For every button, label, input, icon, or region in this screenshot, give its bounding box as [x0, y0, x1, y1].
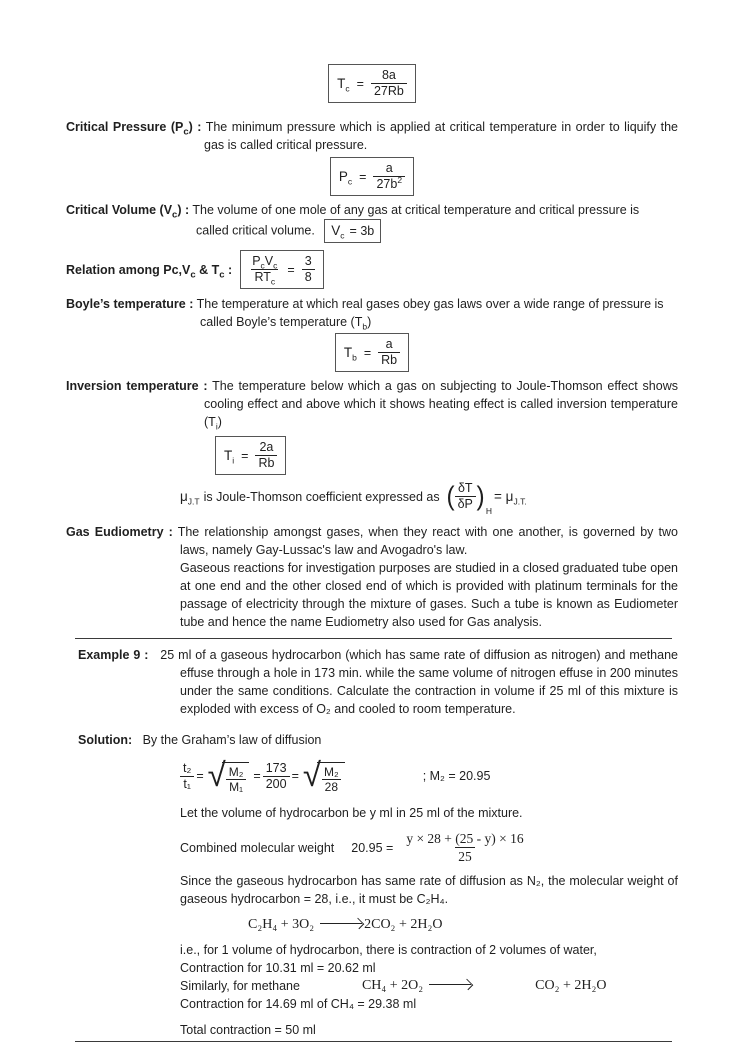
example-9-block [66, 646, 678, 718]
equation-lhs: C₂H₄ + 3O₂ [248, 917, 315, 932]
dt-dp-fraction: $\frac{\delta T}{\delta P}$ [455, 481, 476, 512]
mu-jt-equals: = $\mu_{J.T.}$ [494, 488, 527, 507]
section-divider-top [75, 638, 672, 639]
gas-eudiometry-para2: Gaseous reactions for investigation purposes are studied in a closed graduated tube open at one end and the other closed end of which is provided with platinum terminals for the passage of electricity through the mixture of gases. Such a tube is known as Eudiometer tube and hence the name Eudiometry also used for Gas analysis. [180, 561, 678, 629]
equation-rhs: 2CO₂ + 2H₂O [364, 917, 443, 932]
inversion-temperature-definition [66, 377, 678, 431]
contraction-explanation-line: i.e., for 1 volume of hydrocarbon, there is contraction of 2 volumes of water, [180, 943, 597, 957]
methane-equation-row [66, 977, 678, 995]
ti-fraction: $\frac{2a}{Rb}$ [255, 440, 277, 471]
critical-pressure-text: The minimum pressure which is applied at critical temperature in order to liquify the gas is called critical pressure. [204, 120, 678, 152]
critical-volume-formula-box [324, 219, 381, 243]
let-volume-line: Let the volume of hydrocarbon be y ml in 25 ml of the mixture. [180, 806, 523, 820]
boyle-temperature-formula-row [66, 333, 678, 372]
sqrt-m2-28: √ $\frac{\text{M₂}}{28}$ [303, 758, 345, 794]
t2-t1-fraction: $\frac{\text{t₂}}{\text{t₁}}$ [180, 761, 194, 792]
radical-sign: √ [207, 756, 226, 793]
vc-symbol: $V_c$ [331, 223, 345, 241]
inversion-temperature-label: Inversion temperature : [66, 379, 208, 393]
joule-thomson-text: is Joule-Thomson coefficient expressed as [203, 489, 440, 504]
equals-sign: = [196, 769, 204, 783]
critical-volume-text-line2: called critical volume. [196, 223, 315, 238]
equals-sign: = [356, 76, 364, 91]
ethylene-combustion-equation [66, 915, 678, 934]
boyles-temperature-label: Boyle’s temperature : [66, 297, 194, 311]
mu-jt-symbol: $\mu_{J.T}$ [180, 488, 200, 507]
gas-eudiometry-definition [66, 523, 678, 631]
gas-eudiometry-label: Gas Eudiometry : [66, 525, 173, 539]
relation-lhs-fraction: $\frac{P_cV_c}{RT_c}$ [252, 254, 278, 287]
critical-pressure-label: Critical Pressure $(P_c)$ : [66, 120, 202, 138]
pc-fraction: $\frac{a}{27b^2}$ [373, 161, 405, 192]
tb-symbol: $T_b$ [343, 344, 357, 363]
boyles-temperature-definition [66, 295, 678, 331]
solution-label: Solution: [78, 733, 133, 747]
graham-result: ; M₂ = 20.95 [422, 769, 491, 783]
inversion-temperature-formula-row [66, 436, 678, 475]
relation-rhs-fraction: $\frac{3}{8}$ [302, 254, 315, 285]
combined-molecular-weight-row [66, 830, 678, 865]
equation-rhs: CO₂ + 2H₂O [535, 978, 607, 993]
critical-pressure-formula-row [66, 157, 678, 196]
inversion-text: The temperature below which a gas on subjecting to Joule-Thomson effect shows cooling effect and above which it shows heating effect is called inversion temperature $(T_i)$ [204, 379, 678, 432]
critical-pressure-definition [66, 118, 678, 154]
critical-volume-line2 [196, 219, 678, 243]
contraction-ethylene-line: Contraction for 10.31 ml = 20.62 ml [180, 961, 376, 975]
reaction-arrow-icon [429, 984, 471, 985]
critical-pressure-formula-box [330, 157, 414, 196]
radical-sign: √ [302, 756, 322, 793]
equals-sign: = [253, 769, 261, 783]
equation-lhs: CH₄ + 2O₂ [361, 978, 424, 993]
gas-eudiometry-para1: The relationship amongst gases, when they react with one another, is governed by two laws, namely Gay-Lussac's law and Avogadro's law. [177, 525, 678, 557]
combined-mw-fraction: $\frac{y \times 28 + (25 - y) \times 16}{25}$ [406, 831, 524, 864]
combined-mw-label: Combined molecular weight [180, 840, 335, 855]
since-paragraph: Since the gaseous hydrocarbon has same rate of diffusion as N₂, the molecular weight of gaseous hydrocarbon = 28, i.e., it must be C₂H₄. [180, 874, 678, 906]
boyle-temperature-formula-box [335, 333, 409, 372]
equals-sign: = [287, 262, 295, 277]
close-paren: ) [476, 481, 485, 511]
equals-sign: = [359, 169, 367, 184]
open-paren: ( [446, 481, 455, 511]
equals-sign: = [363, 345, 372, 360]
reaction-arrow-icon [320, 923, 362, 924]
combined-mw-lhs: 20.95 = [351, 840, 394, 855]
sqrt-m2-m1: √ $\frac{\text{M₂}}{\text{M₁}}$ [208, 758, 250, 794]
critical-volume-text-line1: The volume of one mole of any gas at critical temperature and critical pressure is [192, 203, 640, 217]
vc-value: = 3b [349, 224, 375, 238]
section-divider-bottom [75, 1041, 672, 1042]
tc-fraction: $\frac{8a}{27Rb}$ [371, 68, 407, 99]
solution-block [66, 731, 678, 749]
equals-sign: = [291, 769, 299, 783]
relation-row [66, 250, 678, 289]
example-9-text: 25 ml of a gaseous hydrocarbon (which has same rate of diffusion as nitrogen) and methane effuse through a hole in 173 min. while the same volume of nitrogen effuse in 200 minutes under the same conditions. Calculate the contraction in volume if 25 ml of this mixture is exploded with excess of O₂ and cooled to room temperature. [160, 648, 678, 716]
relation-label: Relation among $Pc,V_c$ & $T_c$ : [66, 262, 233, 280]
critical-volume-label: Critical Volume $(V_c)$ : [66, 203, 190, 221]
boyles-text-line2: called Boyle’s temperature $(T_b)$ [200, 315, 372, 332]
inversion-temperature-formula-box [215, 436, 286, 475]
total-contraction-line: Total contraction = 50 ml [180, 1023, 316, 1037]
ti-symbol: $T_i$ [224, 447, 235, 466]
example-9-label: Example 9 : [78, 648, 149, 662]
relation-formula-box [240, 250, 323, 289]
contraction-methane-line: Contraction for 14.69 ml of CH₄ = 29.38 ml [180, 997, 417, 1011]
solution-intro: By the Graham’s law of diffusion [142, 733, 322, 747]
critical-temperature-formula-box [328, 64, 416, 103]
critical-volume-definition [66, 201, 678, 243]
boyles-text-line1: The temperature at which real gases obey gas laws over a wide range of pressure is [196, 297, 664, 311]
joule-thomson-line: $\mu_{J.T}$ is Joule-Thomson coefficient expressed as ( $\frac{\delta T}{\delta P}$ ) H = $\mu_{J.T.}$ [180, 481, 527, 516]
critical-temperature-formula-row [66, 64, 678, 103]
tb-fraction: $\frac{a}{Rb}$ [378, 337, 400, 368]
pc-symbol: $P_c$ [338, 168, 353, 187]
173-200-fraction: $\frac{173}{200}$ [263, 761, 290, 792]
equals-sign: = [241, 448, 249, 463]
tc-symbol: $T_c$ [337, 75, 350, 94]
similarly-text: Similarly, for methane [180, 979, 300, 993]
graham-law-formula [66, 758, 678, 794]
